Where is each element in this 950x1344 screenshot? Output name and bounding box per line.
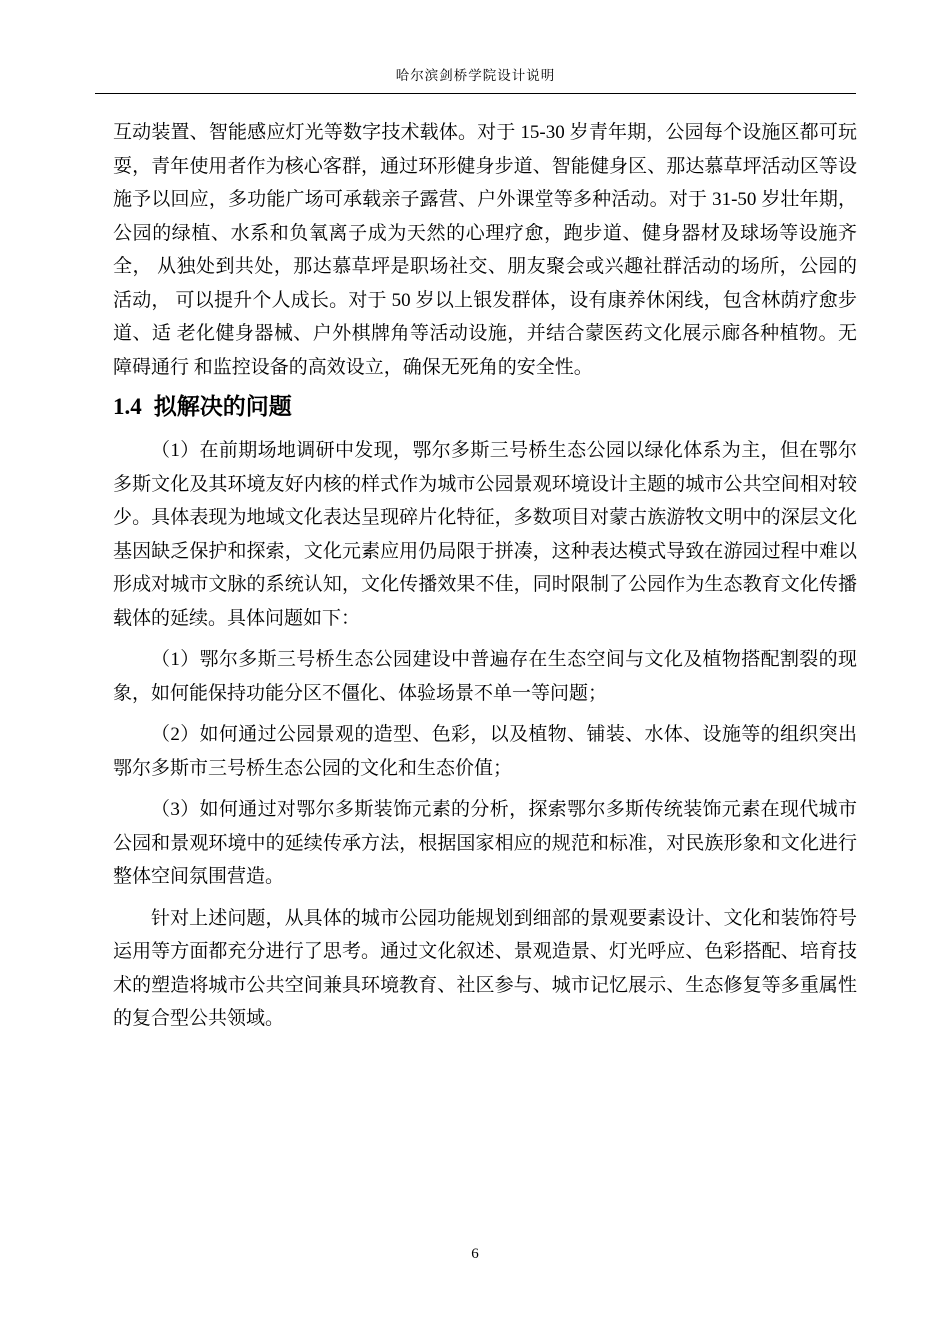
section-number: 1.4 (113, 394, 142, 419)
page-footer (0, 1246, 950, 1263)
paragraph: 针对上述问题，从具体的城市公园功能规划到细部的景观要素设计、文化和装饰符号运用等方面都充分进行了思考。通过文化叙述、景观造景、灯光呼应、色彩搭配、培育技术的塑造将城市公共空间兼具环境教育、社区参与、城市记忆展示、生态修复等多重属性的复合型公共领域。 (113, 907, 857, 1029)
paragraph: （1）鄂尔多斯三号桥生态公园建设中普遍存在生态空间与文化及植物搭配割裂的现象，如何能保持功能分区不僵化、体验场景不单一等问题； (113, 649, 857, 704)
paragraph: （2）如何通过公园景观的造型、色彩，以及植物、铺装、水体、设施等的组织突出鄂尔多斯市三号桥生态公园的文化和生态价值； (113, 724, 857, 779)
paragraph-intro: 互动装置、智能感应灯光等数字技术载体。对于 15-30 岁青年期，公园每个设施区都可玩耍，青年使用者作为核心客群，通过环形健身步道、智能健身区、那达慕草坪活动区等设施予以回应，多功能广场可承载亲子露营、户外课堂等多种活动。对于 31-50 岁壮年期， 公园的绿植、水系和负氧离子成为天然的心理疗愈，跑步道、健身器材及球场等设施齐全， 从独处到共处，那达慕草坪是职场社交、朋友聚会或兴趣社群活动的场所，公园的活动， 可以提升个人成长。对于 50 岁以上银发群体，设有康养休闲线，包含林荫疗愈步道、适 老化健身器械、户外棋牌角等活动设施，并结合蒙医药文化展示廊各种植物。无障碍通行 和监控设备的高效设立，确保无死角的安全性。 (113, 122, 857, 378)
paragraph: （3）如何通过对鄂尔多斯装饰元素的分析，探索鄂尔多斯传统装饰元素在现代城市公园和景观环境中的延续传承方法，根据国家相应的规范和标准，对民族形象和文化进行整体空间氛围营造。 (113, 799, 857, 887)
header-title: 哈尔滨剑桥学院设计说明 (395, 68, 556, 83)
section-title: 拟解决的问题 (153, 394, 292, 419)
paragraph: （1）在前期场地调研中发现，鄂尔多斯三号桥生态公园以绿化体系为主，但在鄂尔多斯文化及其环境友好内核的样式作为城市公园景观环境设计主题的城市公共空间相对较少。具体表现为地域文化表达呈现碎片化特征，多数项目对蒙古族游牧文明中的深层文化基因缺乏保护和探索，文化元素应用仍局限于拼凑，这种表达模式导致在游园过程中难以形成对城市文脉的系统认知，文化传播效果不佳，同时限制了公园作为生态教育文化传播载体的延续。具体问题如下： (113, 440, 857, 629)
page-number: 6 (471, 1246, 479, 1262)
document-body (113, 116, 857, 1044)
section-heading (113, 392, 857, 422)
page-header (95, 64, 856, 94)
